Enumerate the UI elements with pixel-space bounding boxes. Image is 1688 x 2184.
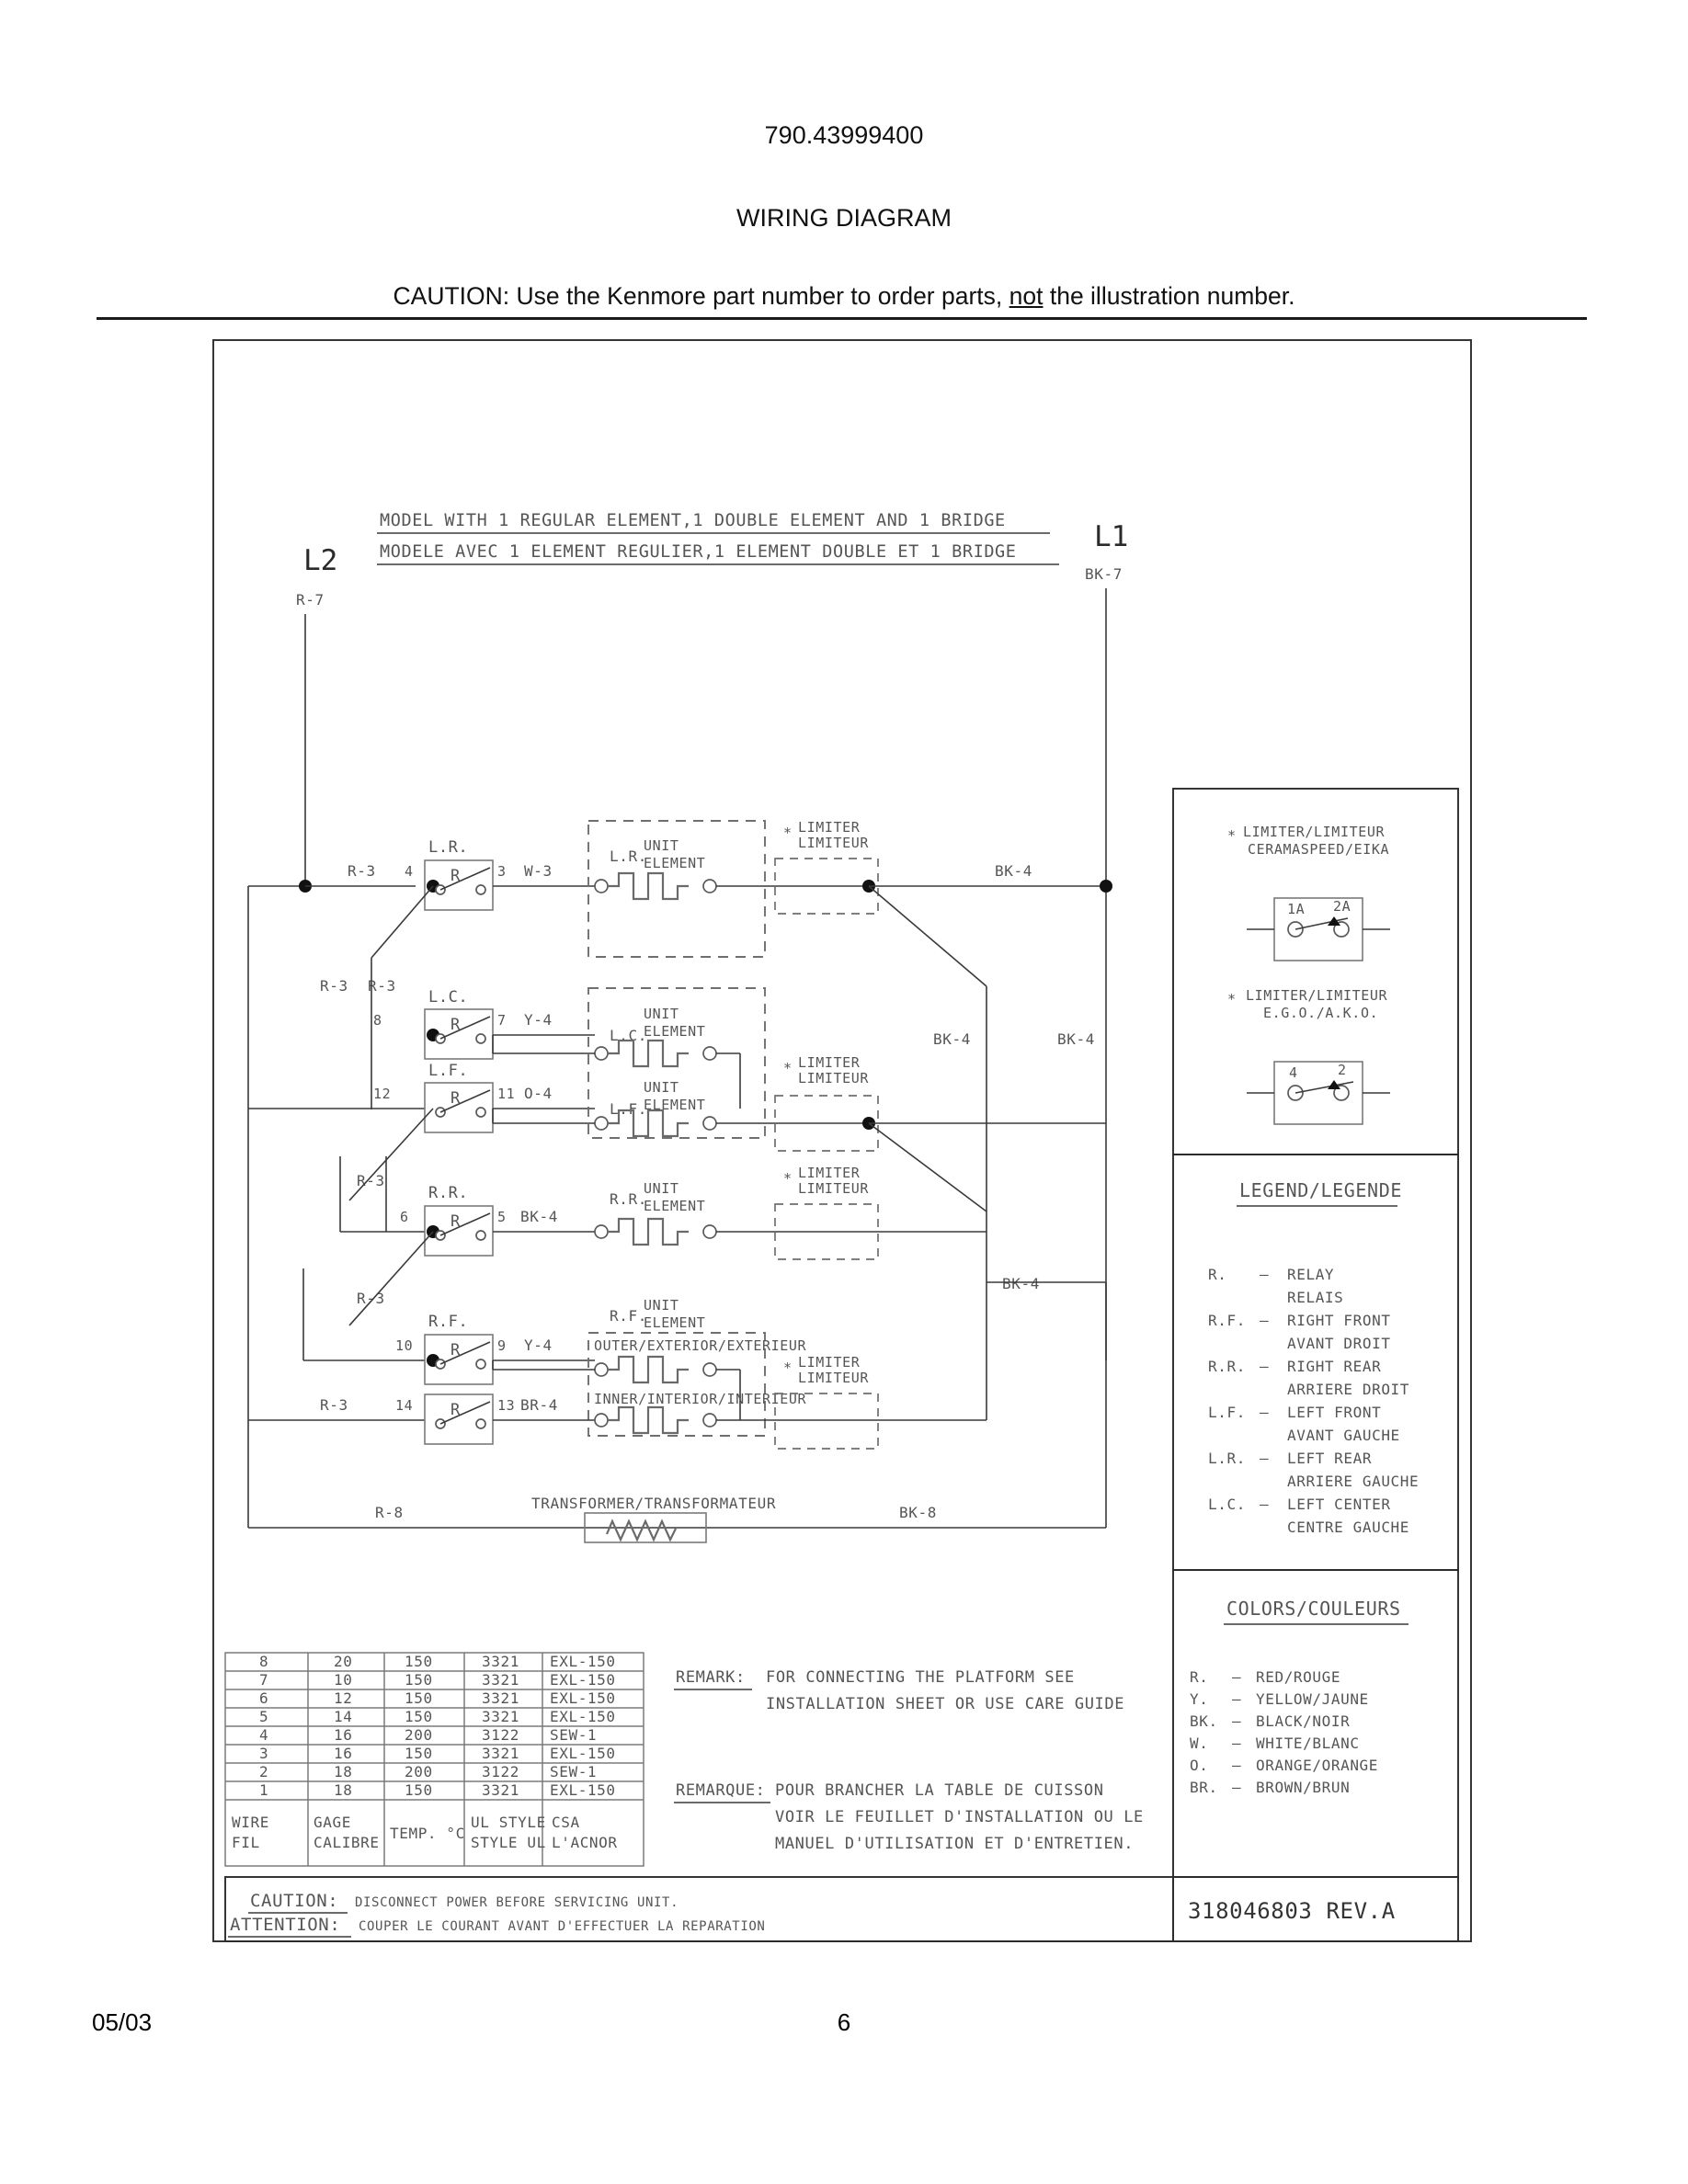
wire-label-o4-lf: O-4 [524, 1085, 553, 1102]
diagram-subtitle-en: MODEL WITH 1 REGULAR ELEMENT,1 DOUBLE ELEMENT AND 1 BRIDGE [380, 511, 1006, 530]
relay-label-rr: R.R. [428, 1184, 469, 1202]
limiter-asterisk-2: * [783, 1060, 793, 1076]
unit-label-lr-2: ELEMENT [644, 855, 706, 871]
color-dash-3: – [1232, 1735, 1242, 1752]
relay-contact-out-lc [476, 1034, 485, 1043]
color-abbr-2: BK. [1190, 1712, 1218, 1730]
color-name-5: BROWN/BRUN [1256, 1779, 1351, 1796]
legend-dash-4: – [1260, 1450, 1270, 1467]
relay-label-rf: R.F. [428, 1313, 469, 1331]
element-terminal-lc-out [703, 1047, 716, 1060]
wire-cell-3-0: 5 [259, 1708, 269, 1725]
junction-node-l1-rung1 [1100, 880, 1112, 893]
colors-rows [1190, 1668, 1378, 1796]
element-label-lc: L.C. [610, 1027, 647, 1044]
relay-contact-out-lr [476, 885, 485, 894]
bus-wire-label-bk7: BK-7 [1085, 565, 1123, 583]
wire-label-r3-vert-a: R-3 [320, 977, 348, 995]
wire-label-bk4-right: BK-4 [1057, 1030, 1095, 1048]
terminal-label-8: 8 [373, 1012, 382, 1029]
legend-dash-0: – [1260, 1266, 1270, 1283]
wire-cell-7-4: EXL-150 [550, 1781, 616, 1799]
element-terminal-rr-in [595, 1225, 608, 1238]
wire-cell-0-0: 8 [259, 1653, 269, 1670]
terminal-label-3: 3 [497, 863, 507, 880]
wire-label-r8: R-8 [375, 1504, 404, 1521]
legend-dash-3: – [1260, 1404, 1270, 1421]
wire-cell-1-1: 10 [334, 1671, 353, 1689]
relay-symbol-lc: R [451, 1016, 461, 1034]
element-terminal-lf-out [703, 1117, 716, 1130]
wire-label-r3-rr: R-3 [357, 1172, 385, 1189]
element-terminal-inner-in [595, 1414, 608, 1427]
heating-element-rr [608, 1219, 689, 1245]
page-title: WIRING DIAGRAM [736, 204, 952, 232]
relay-symbol-rf: R [451, 1341, 461, 1359]
color-name-0: RED/ROUGE [1256, 1668, 1341, 1686]
color-name-4: ORANGE/ORANGE [1256, 1757, 1379, 1774]
relay-contact-out-lf [476, 1108, 485, 1117]
remark-line1-en: FOR CONNECTING THE PLATFORM SEE [766, 1668, 1075, 1687]
color-abbr-0: R. [1190, 1668, 1209, 1686]
diag-rr-to-rf [349, 1232, 433, 1325]
wire-cell-3-2: 150 [405, 1708, 433, 1725]
wire-label-bk4-top: BK-4 [995, 862, 1032, 880]
remark-line3-fr: MANUEL D'UTILISATION ET D'ENTRETIEN. [775, 1835, 1135, 1853]
element-label-lf: L.F. [610, 1100, 647, 1118]
panel-limiter-termlabel-l-1: 1A [1287, 901, 1306, 917]
part-number: 318046803 REV.A [1188, 1898, 1396, 1924]
wire-header-3-fr: STYLE UL [471, 1834, 546, 1851]
caution-label-en: CAUTION: [250, 1891, 339, 1911]
relay-contact-out-rr [476, 1231, 485, 1240]
limiter-label-fr-4: LIMITEUR [798, 1370, 870, 1386]
legend-abbr-5: L.C. [1208, 1496, 1246, 1513]
wire-header-1-en: GAGE [314, 1814, 351, 1831]
color-dash-4: – [1232, 1757, 1242, 1774]
relay-contact-out-rf [476, 1359, 485, 1369]
wire-label-r3-rf: R-3 [357, 1290, 385, 1307]
diag-lf-to-rr [349, 1109, 433, 1200]
legend-abbr-2: R.R. [1208, 1358, 1246, 1375]
panel-limiter-asterisk-1: * [1227, 827, 1237, 844]
legend-fr-3: AVANT GAUCHE [1287, 1427, 1400, 1444]
wire-cell-4-4: SEW-1 [550, 1726, 598, 1744]
wire-cell-1-3: 3321 [482, 1671, 519, 1689]
legend-en-4: LEFT REAR [1287, 1450, 1373, 1467]
wire-cell-1-2: 150 [405, 1671, 433, 1689]
legend-title: LEGEND/LEGENDE [1239, 1179, 1402, 1201]
inner-element-label: INNER/INTERIOR/INTERIEUR [594, 1391, 807, 1407]
panel-limiter-arrow-1 [1328, 916, 1340, 926]
relay-label-lf: L.F. [428, 1062, 469, 1080]
legend-fr-4: ARRIERE GAUCHE [1287, 1473, 1420, 1490]
panel-limiter-title-1: LIMITER/LIMITEUR [1243, 824, 1386, 840]
wire-cell-4-0: 4 [259, 1726, 269, 1744]
wire-label-w3: W-3 [524, 862, 553, 880]
outer-element-label: OUTER/EXTERIOR/EXTERIEUR [594, 1337, 807, 1354]
color-dash-1: – [1232, 1690, 1242, 1708]
panel-limiter-termlabel-l-2: 4 [1289, 1064, 1298, 1081]
panel-limiter-title-2: LIMITER/LIMITEUR [1246, 987, 1388, 1004]
element-terminal-rr-out [703, 1225, 716, 1238]
terminal-label-13: 13 [497, 1397, 516, 1414]
wire-cell-0-4: EXL-150 [550, 1653, 616, 1670]
remark-line2-en: INSTALLATION SHEET OR USE CARE GUIDE [766, 1695, 1125, 1713]
wire-header-0-en: WIRE [232, 1814, 269, 1831]
unit-label-lf-2: ELEMENT [644, 1097, 706, 1113]
wire-cell-2-4: EXL-150 [550, 1689, 616, 1707]
footer-page-number: 6 [837, 2008, 851, 2036]
element-terminal-rf-outer-in [595, 1363, 608, 1376]
unit-label-lr-1: UNIT [644, 837, 679, 854]
transformer-coil [607, 1521, 676, 1540]
panel-limiter-asterisk-2: * [1227, 991, 1237, 1007]
caution-text-en: DISCONNECT POWER BEFORE SERVICING UNIT. [355, 1895, 679, 1910]
wire-cell-4-3: 3122 [482, 1726, 519, 1744]
heating-element-lc [608, 1041, 689, 1066]
legend-fr-0: RELAIS [1287, 1289, 1344, 1306]
limiter-label-fr-1: LIMITEUR [798, 835, 870, 851]
element-label-rf: R.F. [610, 1307, 647, 1325]
color-name-1: YELLOW/JAUNE [1256, 1690, 1369, 1708]
wire-cell-7-1: 18 [334, 1781, 353, 1799]
wire-cell-2-2: 150 [405, 1689, 433, 1707]
wire-label-bk4-rr-right: BK-4 [1002, 1275, 1040, 1292]
wire-cell-2-3: 3321 [482, 1689, 519, 1707]
heating-element-lr [608, 873, 689, 899]
remark-label-fr: REMARQUE: [676, 1781, 766, 1800]
element-terminal-lf-in [595, 1117, 608, 1130]
bus-label-l2: L2 [303, 544, 338, 577]
diag-lr-to-r3vert [371, 886, 433, 958]
wire-cell-7-0: 1 [259, 1781, 269, 1799]
unit-label-rf-1: UNIT [644, 1297, 679, 1314]
terminal-label-9: 9 [497, 1337, 507, 1354]
terminal-label-12: 12 [373, 1086, 392, 1102]
terminal-label-11: 11 [497, 1086, 516, 1102]
wire-cell-6-0: 2 [259, 1763, 269, 1780]
element-label-lr: L.R. [610, 847, 647, 865]
diag-limiter1-to-mid [869, 886, 987, 986]
legend-abbr-0: R. [1208, 1266, 1227, 1283]
legend-en-3: LEFT FRONT [1287, 1404, 1382, 1421]
wire-cell-4-2: 200 [405, 1726, 433, 1744]
wire-cell-2-1: 12 [334, 1689, 353, 1707]
panel-limiter-termlabel-r-1: 2A [1333, 898, 1352, 915]
wire-cell-6-2: 200 [405, 1763, 433, 1780]
bus-label-l1: L1 [1094, 520, 1129, 553]
color-abbr-5: BR. [1190, 1779, 1218, 1796]
element-terminal-rf-outer-out [703, 1363, 716, 1376]
wire-cell-7-2: 150 [405, 1781, 433, 1799]
wire-cell-5-3: 3321 [482, 1745, 519, 1762]
unit-label-rr-1: UNIT [644, 1180, 679, 1197]
caution-text-fr: COUPER LE COURANT AVANT D'EFFECTUER LA REPARATION [359, 1919, 766, 1934]
relay-label-lc: L.C. [428, 988, 469, 1007]
element-terminal-lr-out [703, 880, 716, 893]
color-name-2: BLACK/NOIR [1256, 1712, 1351, 1730]
legend-fr-1: AVANT DROIT [1287, 1335, 1391, 1352]
legend-fr-5: CENTRE GAUCHE [1287, 1519, 1410, 1536]
caution-text-pre: CAUTION: Use the Kenmore part number to order parts, [393, 282, 1009, 310]
remark-block [674, 1668, 1144, 1853]
wire-label-r3-vert-b: R-3 [368, 977, 396, 995]
wire-cell-6-4: SEW-1 [550, 1763, 598, 1780]
relay-contact-out-inner [476, 1419, 485, 1428]
legend-dash-5: – [1260, 1496, 1270, 1513]
limiter-asterisk-4: * [783, 1359, 793, 1376]
unit-label-lc-2: ELEMENT [644, 1023, 706, 1040]
limiter-label-en-2: LIMITER [798, 1054, 861, 1071]
panel-limiter-termlabel-r-2: 2 [1338, 1062, 1347, 1078]
wire-header-4-fr: L'ACNOR [552, 1834, 618, 1851]
wire-cell-4-1: 16 [334, 1726, 353, 1744]
limiter-label-fr-3: LIMITEUR [798, 1180, 870, 1197]
relay-symbol-inner: R [451, 1401, 461, 1419]
wire-header-2-en: TEMP. °C [390, 1825, 465, 1842]
panel-limiter-sub-2: E.G.O./A.K.O. [1263, 1005, 1379, 1021]
legend-dash-2: – [1260, 1358, 1270, 1375]
legend-en-2: RIGHT REAR [1287, 1358, 1382, 1375]
wire-label-br4: BR-4 [520, 1396, 558, 1414]
wire-label-y4-lc: Y-4 [524, 1011, 553, 1029]
wire-label-bk8: BK-8 [899, 1504, 937, 1521]
wire-cell-3-4: EXL-150 [550, 1708, 616, 1725]
relay-label-lr: L.R. [428, 838, 469, 857]
wire-cell-5-4: EXL-150 [550, 1745, 616, 1762]
wire-cell-3-1: 14 [334, 1708, 353, 1725]
element-label-rr: R.R. [610, 1190, 647, 1208]
heating-element-rf-outer [608, 1357, 689, 1382]
model-number: 790.43999400 [764, 121, 924, 149]
wire-label-y4-rf: Y-4 [524, 1337, 553, 1354]
wire-cell-5-0: 3 [259, 1745, 269, 1762]
terminal-label-4: 4 [405, 863, 414, 880]
wire-label-r3-inner: R-3 [320, 1396, 348, 1414]
legend-en-1: RIGHT FRONT [1287, 1312, 1391, 1329]
diagram-subtitle-fr: MODELE AVEC 1 ELEMENT REGULIER,1 ELEMENT DOUBLE ET 1 BRIDGE [380, 542, 1017, 562]
limiter-label-fr-2: LIMITEUR [798, 1070, 870, 1086]
legend-abbr-1: R.F. [1208, 1312, 1246, 1329]
wire-cell-3-3: 3321 [482, 1708, 519, 1725]
color-dash-0: – [1232, 1668, 1242, 1686]
wire-header-1-fr: CALIBRE [314, 1834, 380, 1851]
diag-limiter2-down [869, 1123, 987, 1211]
wire-cell-7-3: 3321 [482, 1781, 519, 1799]
color-dash-5: – [1232, 1779, 1242, 1796]
wire-cell-5-1: 16 [334, 1745, 353, 1762]
element-terminal-lr-in [595, 880, 608, 893]
wire-header-3-en: UL STYLE [471, 1814, 546, 1831]
panel-limiter-sub-1: CERAMASPEED/EIKA [1248, 841, 1390, 858]
limiter-label-en-4: LIMITER [798, 1354, 861, 1371]
wire-label-bk4-mid: BK-4 [933, 1030, 971, 1048]
color-abbr-3: W. [1190, 1735, 1209, 1752]
limiter-label-en-1: LIMITER [798, 819, 861, 836]
limiter-asterisk-3: * [783, 1170, 793, 1187]
heating-element-inner [608, 1407, 689, 1433]
relay-symbol-rr: R [451, 1212, 461, 1231]
wire-cell-6-1: 18 [334, 1763, 353, 1780]
wire-header-0-fr: FIL [232, 1834, 260, 1851]
terminal-label-7: 7 [497, 1012, 507, 1029]
element-terminal-inner-out [703, 1414, 716, 1427]
remark-label-en: REMARK: [676, 1668, 746, 1687]
transformer-label: TRANSFORMER/TRANSFORMATEUR [531, 1495, 777, 1512]
legend-fr-2: ARRIERE DROIT [1287, 1381, 1410, 1398]
terminal-label-14: 14 [395, 1397, 414, 1414]
wire-cell-0-2: 150 [405, 1653, 433, 1670]
color-dash-2: – [1232, 1712, 1242, 1730]
wire-label-r3-rung1: R-3 [348, 862, 376, 880]
legend-en-5: LEFT CENTER [1287, 1496, 1391, 1513]
unit-label-lf-1: UNIT [644, 1079, 679, 1096]
bus-wire-label-r7: R-7 [296, 591, 325, 609]
legend-dash-1: – [1260, 1312, 1270, 1329]
unit-label-lc-1: UNIT [644, 1006, 679, 1022]
caution-block [225, 1877, 1173, 1941]
wire-cell-0-1: 20 [334, 1653, 353, 1670]
unit-label-rf-2: ELEMENT [644, 1314, 706, 1331]
unit-label-rr-2: ELEMENT [644, 1198, 706, 1214]
wire-cell-2-0: 6 [259, 1689, 269, 1707]
wire-cell-6-3: 3122 [482, 1763, 519, 1780]
footer-date: 05/03 [92, 2008, 153, 2036]
caution-text-post: the illustration number. [1043, 282, 1295, 310]
element-terminal-lc-in [595, 1047, 608, 1060]
legend-abbr-3: L.F. [1208, 1404, 1246, 1421]
terminal-label-6: 6 [400, 1209, 409, 1225]
legend-abbr-4: L.R. [1208, 1450, 1246, 1467]
caution-label-fr: ATTENTION: [230, 1915, 341, 1935]
limiter-label-en-3: LIMITER [798, 1165, 861, 1181]
wire-header-4-en: CSA [552, 1814, 580, 1831]
color-abbr-4: O. [1190, 1757, 1209, 1774]
wire-label-bk4-rr: BK-4 [520, 1208, 558, 1225]
wire-cell-5-2: 150 [405, 1745, 433, 1762]
terminal-label-5: 5 [497, 1209, 507, 1225]
relay-symbol-lf: R [451, 1089, 461, 1108]
wire-cell-1-4: EXL-150 [550, 1671, 616, 1689]
remark-line2-fr: VOIR LE FEUILLET D'INSTALLATION OU LE [775, 1808, 1144, 1826]
color-name-3: WHITE/BLANC [1256, 1735, 1360, 1752]
wire-gage-table [225, 1653, 644, 1866]
wire-cell-1-0: 7 [259, 1671, 269, 1689]
terminal-label-10: 10 [395, 1337, 414, 1354]
legend-rows [1208, 1266, 1419, 1536]
legend-en-0: RELAY [1287, 1266, 1335, 1283]
color-abbr-1: Y. [1190, 1690, 1209, 1708]
remark-line1-fr: POUR BRANCHER LA TABLE DE CUISSON [775, 1781, 1104, 1800]
relay-symbol-lr: R [451, 867, 461, 885]
limiter-asterisk-1: * [783, 825, 793, 841]
wire-cell-0-3: 3321 [482, 1653, 519, 1670]
colors-title: COLORS/COULEURS [1226, 1598, 1401, 1620]
caution-text-emphasis: not [1009, 282, 1044, 310]
